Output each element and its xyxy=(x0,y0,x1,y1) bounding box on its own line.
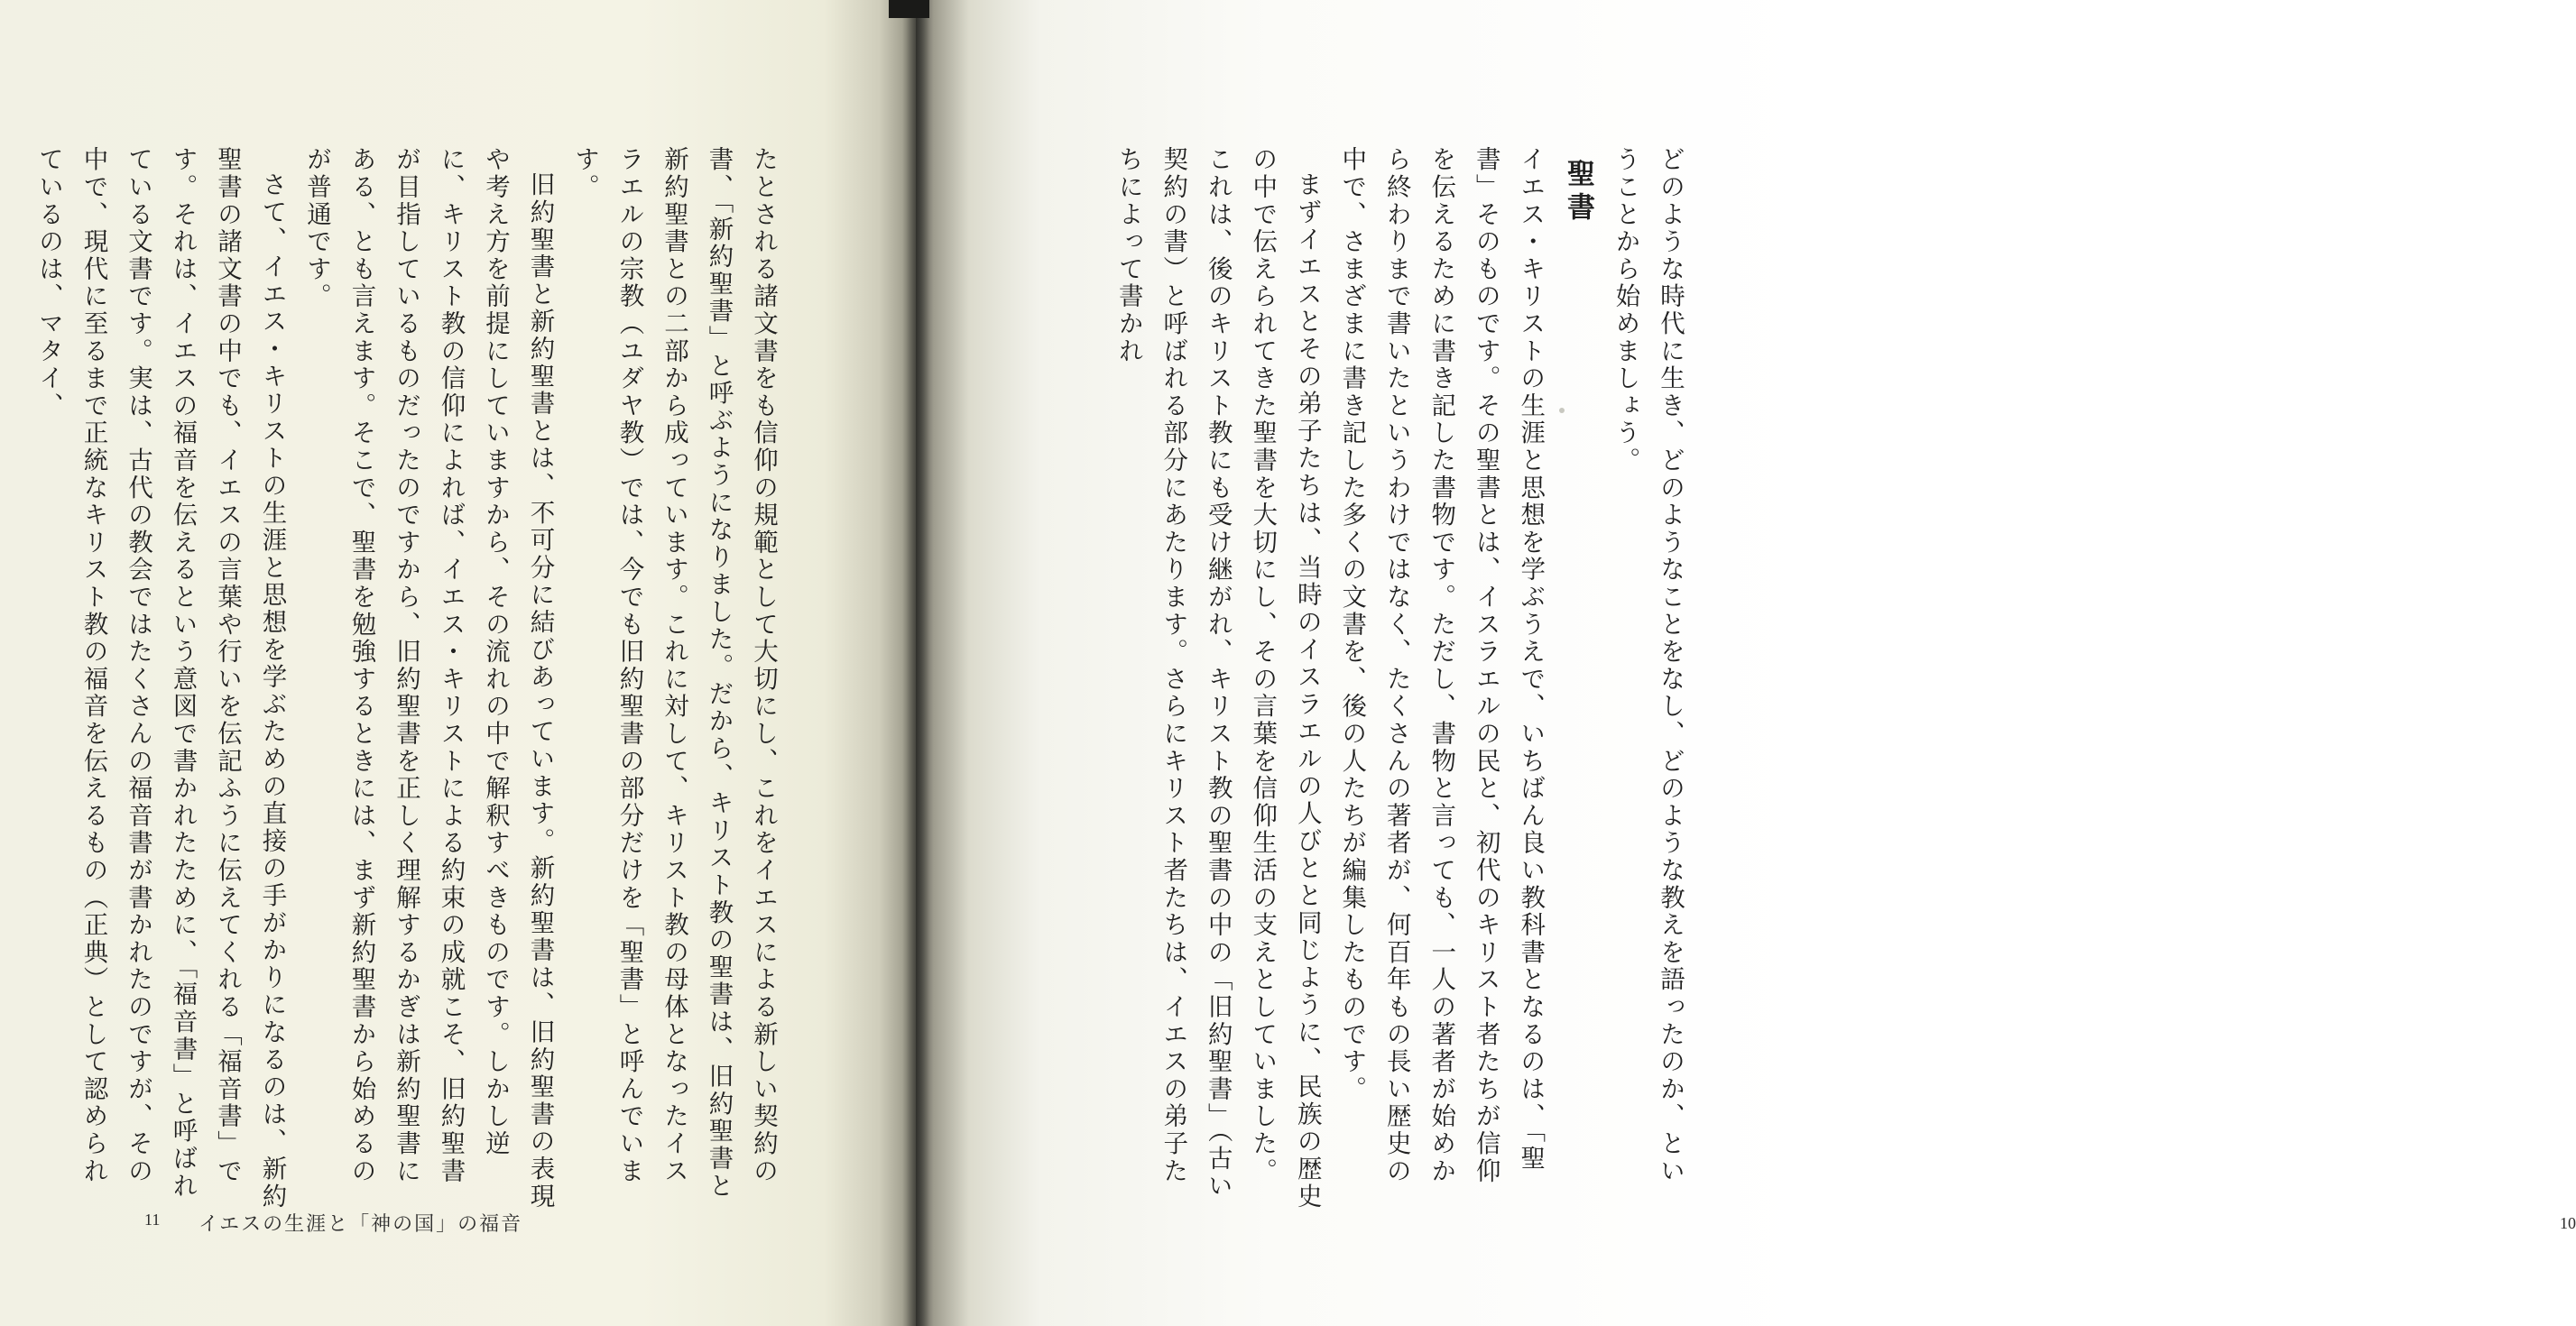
section-heading: 聖書 xyxy=(1562,159,1594,226)
page-number: 11 xyxy=(144,1211,161,1229)
page-number: 10 xyxy=(2560,1214,2576,1232)
gutter-edge xyxy=(889,0,929,18)
right-page-body xyxy=(979,146,1692,1211)
gutter-shadow xyxy=(902,0,929,1326)
paragraph: たとされる諸文書をも信仰の規範として大切にし、これをイエスによる新しい契約の書、「新約聖書」と呼ぶようになりました。だから、キリスト教の聖書は、旧約聖書と新約聖書との二部から成っています。これに対して、キリスト教の母体となったイスラエルの宗教（ユダヤ教）では、今でも旧約聖書の部分だけを「聖書」と呼んでいます。 xyxy=(570,146,778,1200)
paragraph: さて、イエス・キリストの生涯と思想を学ぶための直接の手がかりになるのは、新約聖書の諸文書の中でも、イエスの言葉や行いを伝記ふうに伝えてくれる「福音書」です。それは、イエスの福音を伝えるという意図で書かれたために、「福音書」と呼ばれている文書です。実は、古代の教会ではたくさんの福音書が書かれたのですが、その中で、現代に至るまで正統なキリスト教の福音を伝えるもの（正典）として認められているのは、マタイ、 xyxy=(34,146,287,1210)
left-page xyxy=(0,0,916,1326)
paragraph: イエス・キリストの生涯と思想を学ぶうえで、いちばん良い教科書となるのは、「聖書」そのものです。その聖書とは、イスラエルの民と、初代のキリスト者たちが信仰を伝えるために書き記した書物です。ただし、書物と言っても、一人の著者が始めから終わりまで書いたというわけではなく、たくさんの著者が、何百年もの長い歴史の中で、さまざまに書き記した多くの文書を、後の人たちが編集したものです。 xyxy=(1337,146,1546,1185)
running-head: イエスの生涯と「神の国」の福音 xyxy=(199,1213,523,1236)
right-page xyxy=(916,0,2576,1326)
paragraph: まずイエスとその弟子たちは、当時のイスラエルの人びとと同じように、民族の歴史の中で伝えられてきた聖書を大切にし、その言葉を信仰生活の支えとしていました。これは、後のキリスト教にも受け継がれ、キリスト教の聖書の中の「旧約聖書」（古い契約の書）と呼ばれる部分にあたります。さらにキリスト者たちは、イエスの弟子たちによって書かれ xyxy=(1113,146,1322,1210)
paper-speck xyxy=(1559,408,1565,413)
paragraph: 旧約聖書と新約聖書とは、不可分に結びあっています。新約聖書は、旧約聖書の表現や考え方を前提にしていますから、その流れの中で解釈すべきものです。しかし逆に、キリスト教の信仰によれば、イエス・キリストによる約束の成就こそ、旧約聖書が目指しているものだったのですから、旧約聖書を正しく理解するかぎは新約聖書にある、とも言えます。そこで、聖書を勉強するときには、まず新約聖書から始めるのが普通です。 xyxy=(302,146,555,1210)
left-page-body xyxy=(18,146,785,1211)
paragraph: どのような時代に生き、どのようなことをなし、どのような教えを語ったのか、ということから始めましょう。 xyxy=(1611,146,1685,1185)
